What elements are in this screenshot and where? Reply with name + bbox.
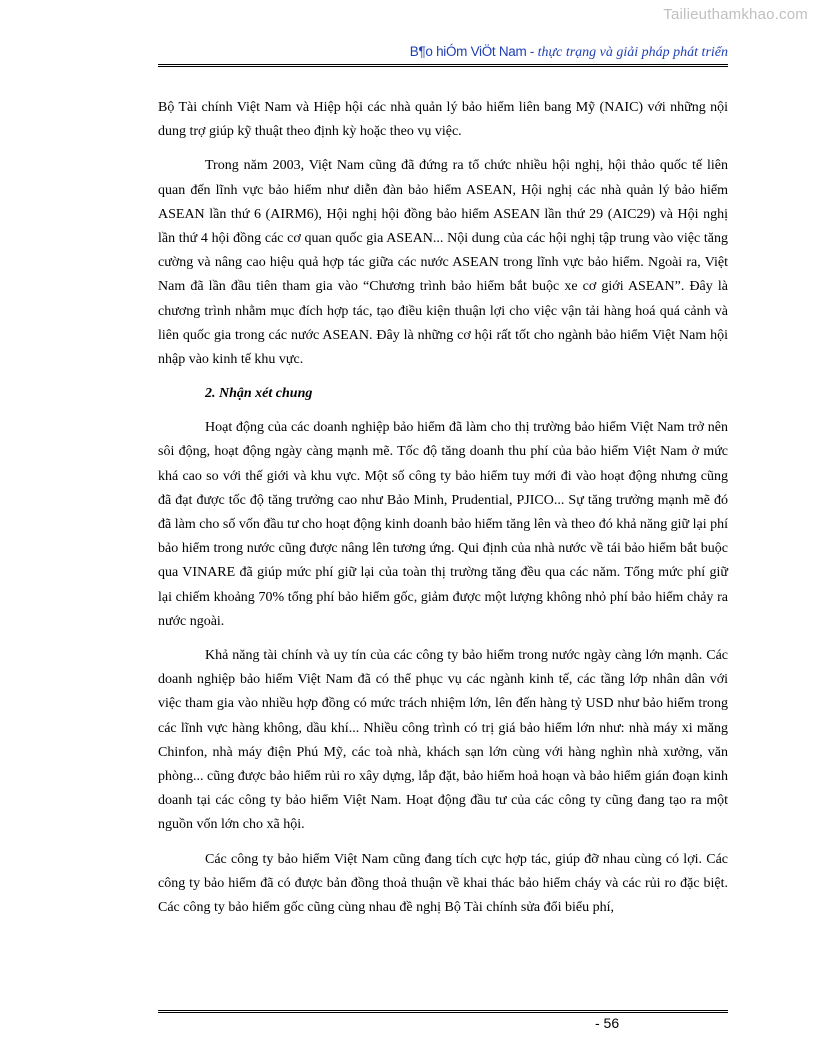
footer-rule	[158, 1010, 728, 1013]
paragraph: Khả năng tài chính và uy tín của các công ty bảo hiểm trong nước ngày càng lớn mạnh. Các doanh nghiệp bảo hiểm Việt Nam đã có thể phục vụ các ngành kinh tế, các tầng lớp nhân dân với việc tham gia vào nhiều hợp đồng có mức trách nhiệm lớn, lên đến hàng tỷ USD như bảo hiểm trong các lĩnh vực hàng không, dầu khí... Nhiều công trình có trị giá bảo hiểm lớn như: nhà máy xi măng Chinfon, nhà máy điện Phú Mỹ, các toà nhà, khách sạn lớn cùng với hàng nghìn nhà xưởng, văn phòng... cũng được bảo hiểm rủi ro xây dựng, lắp đặt, bảo hiểm hoả hoạn và bảo hiểm gián đoạn kinh doanh tại các công ty bảo hiểm Việt Nam. Hoạt động đầu tư của các công ty cũng đang tạo ra một nguồn vốn lớn cho xã hội.	[158, 648, 728, 833]
running-header	[158, 44, 728, 61]
paragraph: Trong năm 2003, Việt Nam cũng đã đứng ra tổ chức nhiều hội nghị, hội thảo quốc tế liên quan đến lĩnh vực bảo hiểm như diễn đàn bảo hiểm ASEAN, Hội nghị các nhà quản lý bảo hiểm ASEAN lần thứ 6 (AIRM6), Hội nghị hội đồng bảo hiểm ASEAN lần thứ 29 (AIC29) và Hội nghị lần thứ 4 hội đồng các cơ quan quốc gia ASEAN... Nội dung của các hội nghị tập trung vào việc tăng cường và nâng cao hiệu quả hợp tác giữa các nước ASEAN trong lĩnh vực bảo hiểm. Ngoài ra, Việt Nam đã lần đầu tiên tham gia vào “Chương trình bảo hiểm bắt buộc xe cơ giới ASEAN”. Đây là chương trình nhằm mục đích hợp tác, tạo điều kiện thuận lợi cho việc vận tải hàng hoá quá cảnh và liên quốc gia trong các nước ASEAN. Đây là những cơ hội rất tốt cho ngành bảo hiểm Việt Nam hội nhập vào kinh tế khu vực.	[158, 158, 728, 368]
header-rule	[158, 64, 728, 67]
header-title: B¶o hiÓm ViÖt Nam -	[409, 44, 535, 59]
paragraph: Hoạt động của các doanh nghiệp bảo hiểm đã làm cho thị trường bảo hiểm Việt Nam trở nên sôi động, hoạt động ngày càng mạnh mẽ. Tốc độ tăng doanh thu phí của bảo hiểm Việt Nam ở mức khá cao so với thế giới và khu vực. Một số công ty bảo hiểm tuy mới đi vào hoạt động nhưng cũng đã đạt được tốc độ tăng trưởng cao như Bảo Minh, Prudential, PJICO... Sự tăng trưởng mạnh mẽ đó đã làm cho số vốn đầu tư cho hoạt động kinh doanh bảo hiểm tăng lên và theo đó khả năng giữ lại phí bảo hiểm trong nước cũng được nâng lên tương ứng. Qui định của nhà nước về tái bảo hiểm bắt buộc qua VINARE đã giúp mức phí giữ lại của toàn thị trường tăng đều qua các năm. Tổng mức phí giữ lại chiếm khoảng 70% tổng phí bảo hiểm gốc, giảm được một lượng không nhỏ phí bảo hiểm chảy ra nước ngoài.	[158, 420, 729, 629]
paragraph: Các công ty bảo hiểm Việt Nam cũng đang tích cực hợp tác, giúp đỡ nhau cùng có lợi. Các công ty bảo hiểm đã có được bản đồng thoả thuận về khai thác bảo hiểm cháy và các rủi ro đặc biệt. Các công ty bảo hiểm gốc cũng cùng nhau đề nghị Bộ Tài chính sửa đổi biểu phí,	[158, 851, 728, 916]
watermark: Tailieuthamkhao.com	[663, 6, 808, 23]
section-heading: 2. Nhận xét chung	[205, 386, 313, 402]
paragraph: Bộ Tài chính Việt Nam và Hiệp hội các nhà quản lý bảo hiểm liên bang Mỹ (NAIC) với những nội dung trợ giúp kỹ thuật theo định kỳ hoặc theo vụ việc.	[158, 100, 728, 140]
page-number: - 56	[595, 1015, 620, 1031]
header-subtitle: thực trạng và giải pháp phát triển	[537, 45, 728, 60]
page-body	[158, 96, 728, 930]
